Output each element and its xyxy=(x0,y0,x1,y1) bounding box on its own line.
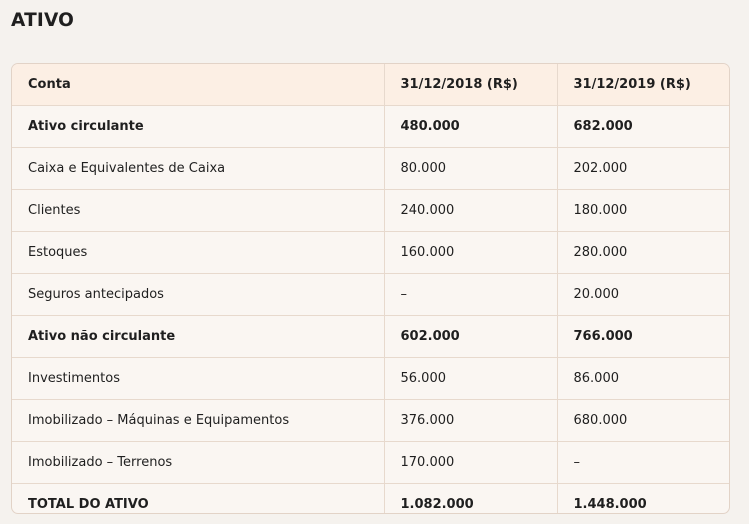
cell-conta: Ativo não circulante xyxy=(12,316,384,358)
table-row xyxy=(12,316,730,358)
ativo-table xyxy=(12,64,730,514)
cell-2018: 376.000 xyxy=(384,400,557,442)
table-row-total xyxy=(12,484,730,515)
cell-2019: 680.000 xyxy=(557,400,730,442)
cell-2018: 480.000 xyxy=(384,106,557,148)
cell-2019: 682.000 xyxy=(557,106,730,148)
cell-2019: – xyxy=(557,442,730,484)
table-row xyxy=(12,106,730,148)
cell-2019: 280.000 xyxy=(557,232,730,274)
cell-2018: 602.000 xyxy=(384,316,557,358)
cell-conta: Imobilizado – Máquinas e Equipamentos xyxy=(12,400,384,442)
page-title: ATIVO xyxy=(11,10,75,31)
cell-2019: 1.448.000 xyxy=(557,484,730,515)
cell-2019: 180.000 xyxy=(557,190,730,232)
column-header-conta: Conta xyxy=(12,64,384,106)
cell-conta: Seguros antecipados xyxy=(12,274,384,316)
cell-2019: 766.000 xyxy=(557,316,730,358)
table-row xyxy=(12,148,730,190)
table-row xyxy=(12,190,730,232)
cell-2018: 80.000 xyxy=(384,148,557,190)
cell-2018: 1.082.000 xyxy=(384,484,557,515)
column-header-2018: 31/12/2018 (R$) xyxy=(384,64,557,106)
cell-conta: Estoques xyxy=(12,232,384,274)
ativo-table-container xyxy=(11,63,730,514)
cell-2019: 20.000 xyxy=(557,274,730,316)
cell-conta: Caixa e Equivalentes de Caixa xyxy=(12,148,384,190)
table-row xyxy=(12,442,730,484)
header-row xyxy=(12,64,730,106)
cell-2018: 56.000 xyxy=(384,358,557,400)
cell-2018: 160.000 xyxy=(384,232,557,274)
cell-conta: Imobilizado – Terrenos xyxy=(12,442,384,484)
table-row xyxy=(12,274,730,316)
table-header xyxy=(12,64,730,106)
table-body xyxy=(12,106,730,515)
cell-conta: TOTAL DO ATIVO xyxy=(28,497,149,512)
cell-conta: Investimentos xyxy=(12,358,384,400)
table-row xyxy=(12,400,730,442)
cell-2018: – xyxy=(384,274,557,316)
cell-2018: 170.000 xyxy=(384,442,557,484)
column-header-2019: 31/12/2019 (R$) xyxy=(557,64,730,106)
cell-conta: Clientes xyxy=(12,190,384,232)
table-row xyxy=(12,358,730,400)
cell-2019: 202.000 xyxy=(557,148,730,190)
cell-2019: 86.000 xyxy=(557,358,730,400)
table-row xyxy=(12,232,730,274)
cell-conta: Ativo circulante xyxy=(12,106,384,148)
cell-2018: 240.000 xyxy=(384,190,557,232)
